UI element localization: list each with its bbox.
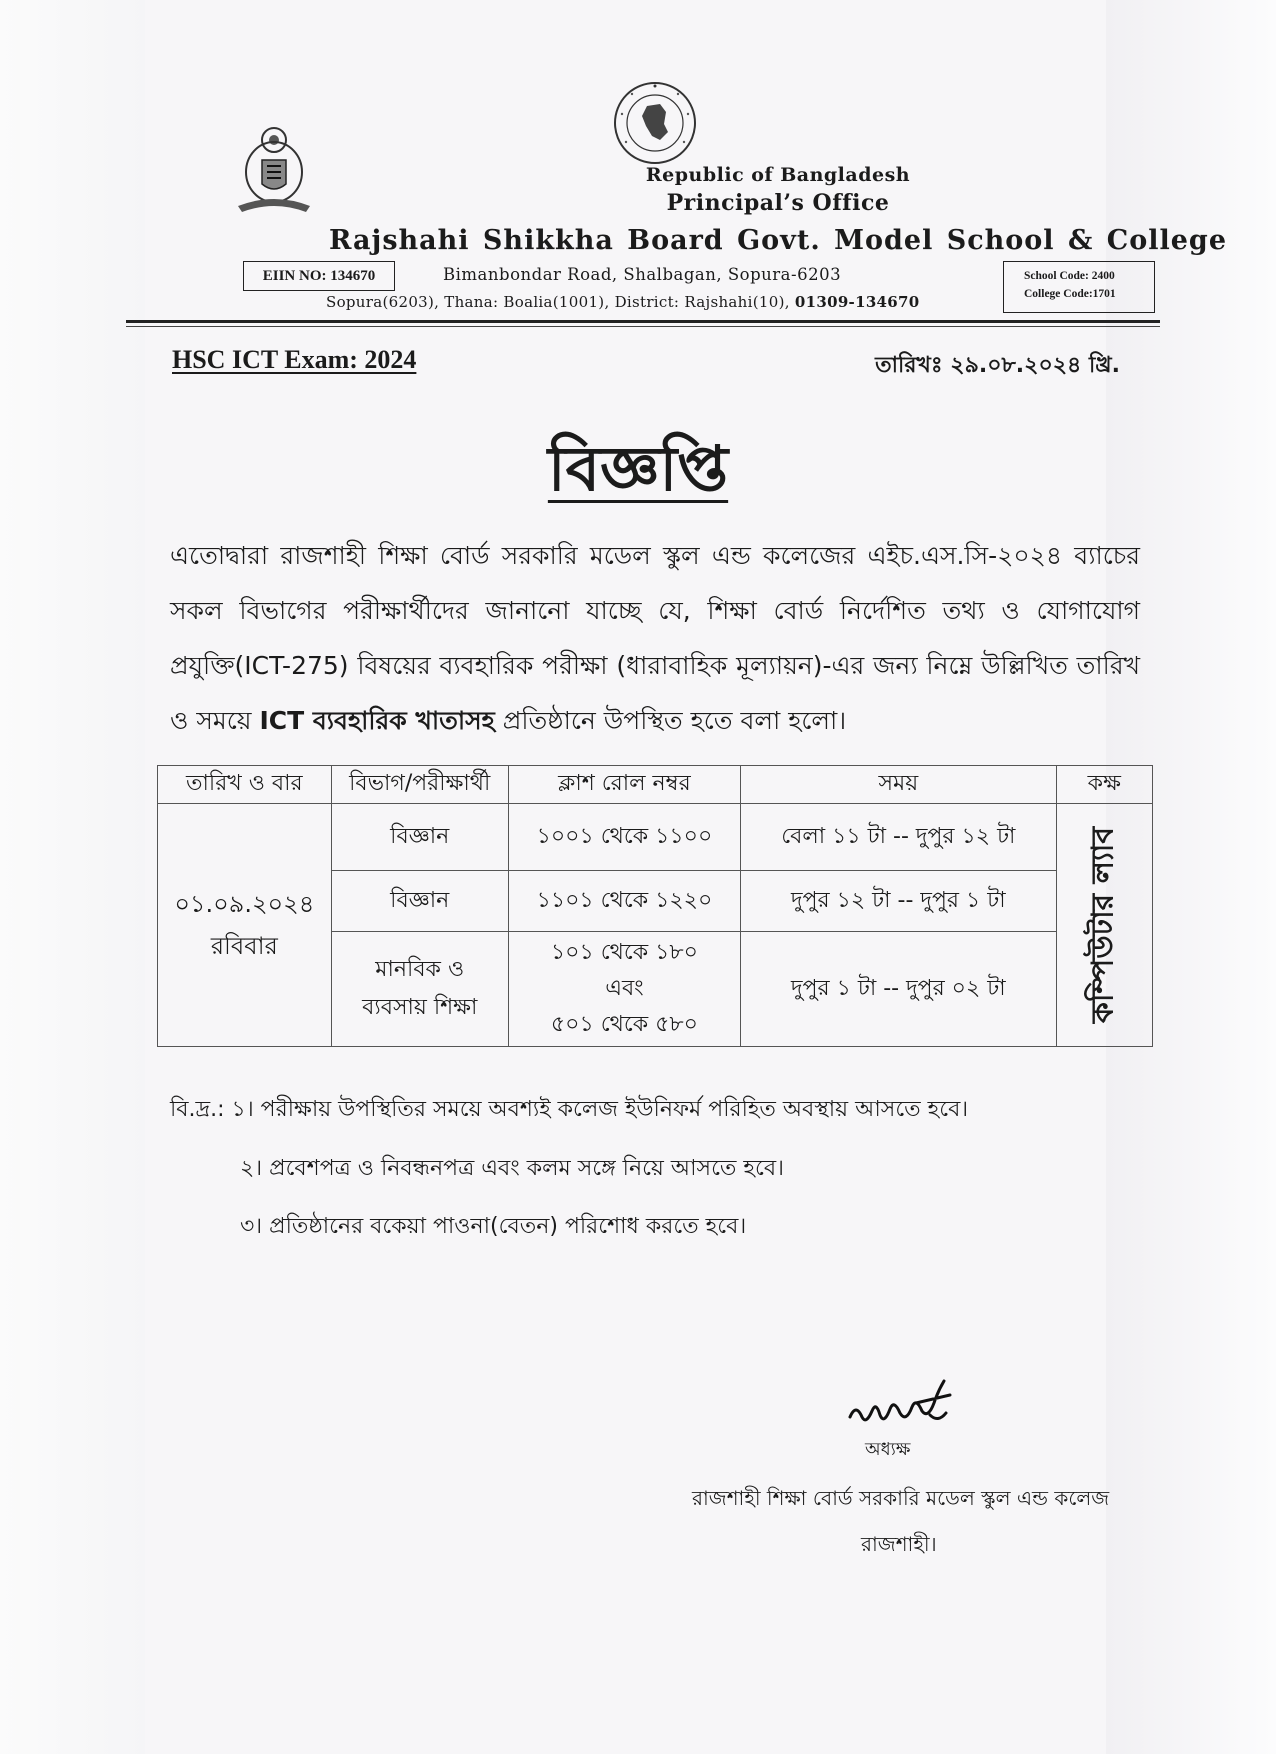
department-cell: বিজ্ঞান xyxy=(331,871,508,932)
table-header-row xyxy=(158,766,1153,804)
principal-signature xyxy=(846,1373,956,1433)
signatory-city: রাজশাহী। xyxy=(861,1532,937,1556)
roll-line-2: এবং xyxy=(605,976,644,1001)
roll-line-3: ৫০১ থেকে ৫৮০ xyxy=(550,1012,698,1037)
school-name: Rajshahi Shikkha Board Govt. Model School & College xyxy=(329,225,1227,256)
header-date: তারিখ ও বার xyxy=(158,766,332,804)
signatory-institution: রাজশাহী শিক্ষা বোর্ড সরকারি মডেল স্কুল এন্ড কলেজ xyxy=(692,1486,1110,1510)
notice-title: বিজ্ঞপ্তি xyxy=(547,432,729,505)
exam-date: ০১.০৯.২০২৪ xyxy=(174,890,315,918)
body-text-2: প্রতিষ্ঠানে উপস্থিত হতে বলা হলো। xyxy=(502,706,847,735)
government-seal-icon xyxy=(612,80,698,166)
department-cell xyxy=(331,932,508,1047)
header-room: কক্ষ xyxy=(1056,766,1152,804)
note-2: ২। প্রবেশপত্র ও নিবন্ধনপত্র এবং কলম সঙ্গে নিয়ে আসতে হবে। xyxy=(240,1156,784,1181)
room-label: কম্পিউটার ল্যাব xyxy=(1085,826,1121,1024)
exam-title: HSC ICT Exam: 2024 xyxy=(172,345,417,374)
eiin-box xyxy=(243,261,395,291)
eiin-number: EIIN NO: 134670 xyxy=(262,267,376,284)
republic-heading: Republic of Bangladesh xyxy=(645,164,911,186)
header-time: সময় xyxy=(741,766,1056,804)
time-cell: দুপুর ১ টা -- দুপুর ০২ টা xyxy=(741,932,1056,1047)
code-box xyxy=(1003,261,1155,313)
schedule-table xyxy=(157,765,1153,1047)
exam-date-cell xyxy=(158,804,332,1047)
roll-cell xyxy=(508,932,740,1047)
notice-body xyxy=(170,528,1140,748)
college-code: College Code:1701 xyxy=(1024,288,1116,300)
time-cell: দুপুর ১২ টা -- দুপুর ১ টা xyxy=(741,871,1056,932)
note-1: বি.দ্র.: ১। পরীক্ষায় উপস্থিতির সময়ে অবশ্যই কলেজ ইউনিফর্ম পরিহিত অবস্থায় আসতে হবে। xyxy=(170,1097,969,1122)
address-district: Sopura(6203), Thana: Boalia(1001), District: Rajshahi(10), xyxy=(326,293,790,311)
school-code: School Code: 2400 xyxy=(1024,270,1115,282)
roll-line-1: ১০১ থেকে ১৮০ xyxy=(550,940,698,965)
signatory-role: অধ্যক্ষ xyxy=(865,1439,911,1460)
roll-cell: ১১০১ থেকে ১২২০ xyxy=(508,871,740,932)
note-3: ৩। প্রতিষ্ঠানের বকেয়া পাওনা(বেতন) পরিশোধ করতে হবে। xyxy=(240,1214,747,1239)
body-text-bold: ICT ব্যবহারিক খাতাসহ xyxy=(259,706,495,735)
department-line-2: ব্যবসায় শিক্ষা xyxy=(362,995,478,1020)
department-cell: বিজ্ঞান xyxy=(331,804,508,871)
header-department: বিভাগ/পরীক্ষার্থী xyxy=(331,766,508,804)
table-row xyxy=(158,804,1153,871)
phone-number: 01309-134670 xyxy=(794,293,920,311)
header-divider xyxy=(126,320,1160,323)
department-line-1: মানবিক ও xyxy=(375,957,465,982)
exam-day: রবিবার xyxy=(210,932,278,960)
issue-date: তারিখঃ ২৯.০৮.২০২৪ খ্রি. xyxy=(875,353,1120,378)
time-cell: বেলা ১১ টা -- দুপুর ১২ টা xyxy=(741,804,1056,871)
address-line-1: Bimanbondar Road, Shalbagan, Sopura-6203 xyxy=(443,265,842,284)
header-divider-thin xyxy=(126,326,1160,327)
address-line-2 xyxy=(326,293,920,311)
office-heading: Principal’s Office xyxy=(666,190,890,216)
body-text-1: এতোদ্বারা রাজশাহী শিক্ষা বোর্ড সরকারি মডেল স্কুল এন্ড কলেজের এইচ.এস.সি-২০২৪ ব্যাচের সকল বিভাগের পরীক্ষার্থীদের জানানো যাচ্ছে যে, শিক্ষা বোর্ড নির্দেশিত তথ্য ও যোগাযোগ প্রযুক্তি(ICT-275) বিষয়ের ব্যবহারিক পরীক্ষা (ধারাবাহিক মূল্যায়ন)-এর জন্য নিম্নে উল্লিখিত তারিখ ও সময়ে xyxy=(170,541,1140,735)
room-cell xyxy=(1056,804,1152,1047)
header-roll: ক্লাশ রোল নম্বর xyxy=(508,766,740,804)
roll-cell: ১০০১ থেকে ১১০০ xyxy=(508,804,740,871)
